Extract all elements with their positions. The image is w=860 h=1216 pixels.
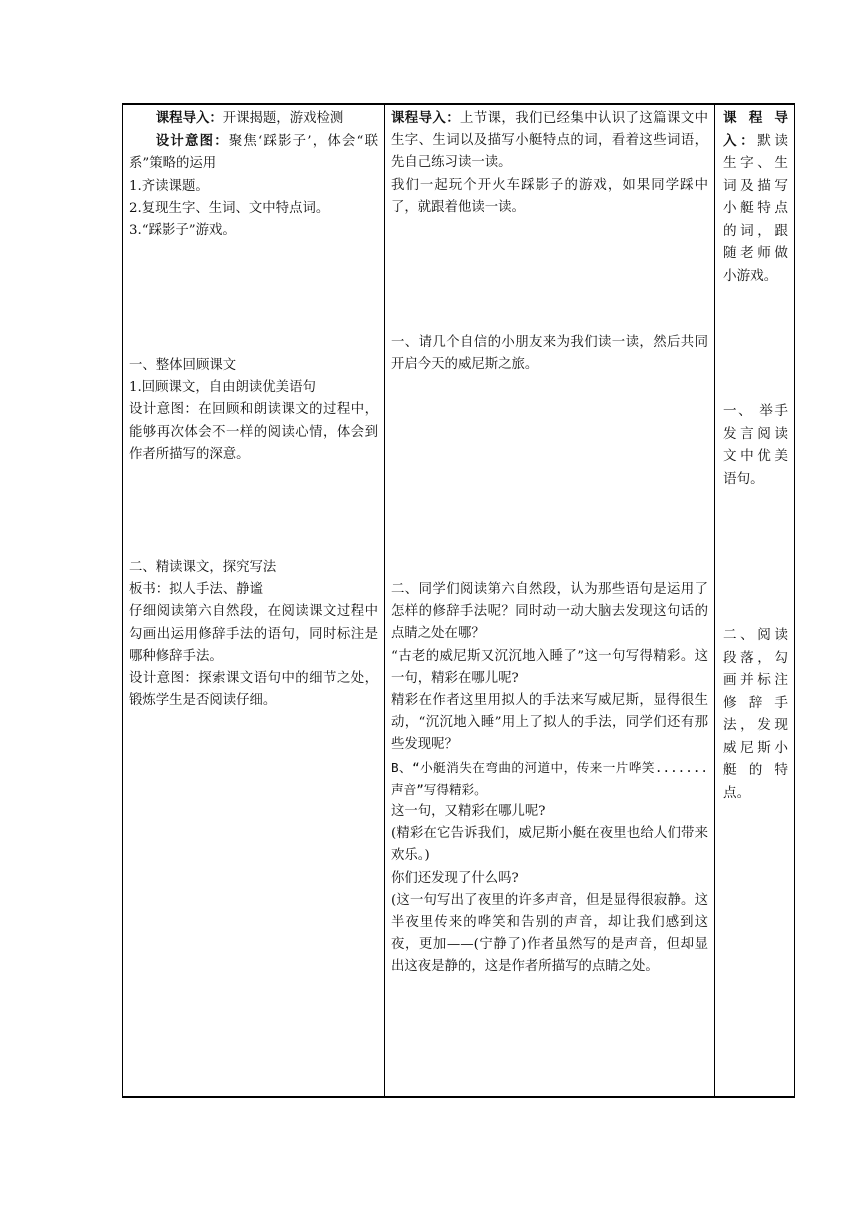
teacher-intro-block: [391, 107, 708, 219]
student-section-2: [723, 624, 788, 804]
intro-item-2: 2.复现生字、生词、文中特点词。: [129, 200, 330, 216]
intro-block: [129, 107, 378, 242]
teacher-section-2-b-answer: (精彩在它告诉我们，威尼斯小艇在夜里也给人们带来欢乐。): [391, 826, 708, 864]
intro-title: 课程导入：: [155, 110, 223, 126]
section-1-item: 1.回顾课文，自由朗读优美语句: [129, 380, 316, 396]
student-section-2-text: 二、阅读段落，勾画并标注修 辞 手法，发现威尼斯小艇 的 特点。: [723, 627, 788, 801]
teacher-section-2-a2: 精彩在作者这里用拟人的手法来写威尼斯，显得很生动，“沉沉地入睡”用上了拟人的手法，同学们还有那些发现呢？: [391, 693, 708, 753]
section-1-design: 设计意图：在回顾和朗读课文的过程中，能够再次体会不一样的阅读心情，体会到作者所描写的深意。: [129, 402, 378, 462]
student-intro-text: 默读生字、生词及描写小艇特点的词，跟随老师做小游戏。: [723, 132, 789, 284]
teacher-section-2-b-question: 这一句，又精彩在哪儿呢?: [391, 804, 546, 820]
section-2-board: 板书：拟人手法、静谧: [129, 582, 263, 598]
section-2-block: [129, 557, 378, 712]
teacher-intro-game: 我们一起玩个开火车踩影子的游戏，如果同学踩中了，就跟着他读一读。: [391, 177, 708, 215]
teacher-intro-text: 上节课，我们已经集中认识了这篇课文中生字、生词以及描写小艇特点的词，看着这些词语，先自己练习读一读。: [391, 111, 709, 171]
section-2-design: 设计意图：探索课文语句中的细节之处，锻炼学生是否阅读仔细。: [129, 671, 378, 709]
section-2-task: 仔细阅读第六自然段，在阅读课文过程中勾画出运用修辞手法的语句，同时标注是哪种修辞手法。: [129, 604, 378, 664]
section-1-heading: 一、整体回顾课文: [129, 358, 237, 373]
teacher-section-2-b: B、“小艇消失在弯曲的河道中，传来一片哗笑.......声音”写得精彩。: [391, 759, 708, 797]
intro-line: [129, 107, 378, 130]
column-teaching-steps: [123, 105, 385, 1096]
section-2-heading: 二、精读课文，探究写法: [129, 560, 277, 575]
student-intro-block: [723, 107, 788, 287]
section-1-block: [129, 355, 378, 466]
student-section-1-text: 一、 举手发言阅读文中优美语句。: [723, 403, 788, 487]
design-text: 聚焦‘踩影子’，体会“联系”策略的运用: [129, 134, 379, 172]
teacher-section-2-c-question: 你们还发现了什么吗?: [391, 870, 519, 886]
teacher-intro-title: 课程导入：: [391, 110, 461, 126]
student-intro: [723, 107, 788, 287]
teacher-section-1: [391, 332, 708, 376]
teacher-section-2-a1: “古老的威尼斯又沉沉地入睡了”这一句写得精彩。这一句，精彩在哪儿呢?: [391, 648, 708, 686]
teacher-section-2: [391, 579, 708, 979]
teacher-section-2-c-answer: (这一句写出了夜里的许多声音，但是显得很寂静。这半夜里传来的哗笑和告别的声音，却让我们感到这夜，更加——(宁静了)作者虽然写的是声音，但却显出这夜是静的，这是作者所描写的点睛之处。: [391, 892, 708, 975]
teacher-intro: [391, 107, 708, 175]
teacher-section-1-text: 一、请几个自信的小朋友来为我们读一读，然后共同开启今天的威尼斯之旅。: [391, 335, 708, 373]
design-title: 设计意图：: [155, 133, 229, 150]
intro-item-1: 1.齐读课题。: [129, 178, 209, 194]
lesson-plan-table: [122, 103, 795, 1098]
intro-text: 开课揭题，游戏检测: [222, 111, 344, 126]
column-teacher-activity: [385, 105, 715, 1096]
column-student-activity: [715, 105, 794, 1096]
teacher-section-2-question: 二、同学们阅读第六自然段，认为那些语句是运用了怎样的修辞手法呢？同时动一动大脑去发现这句话的点睛之处在哪？: [391, 582, 708, 642]
design-line: [129, 130, 378, 175]
student-intro-title: 课 程 导 入：: [723, 110, 788, 149]
student-section-1: [723, 400, 788, 490]
intro-item-3: 3.“踩影子”游戏。: [129, 223, 236, 239]
